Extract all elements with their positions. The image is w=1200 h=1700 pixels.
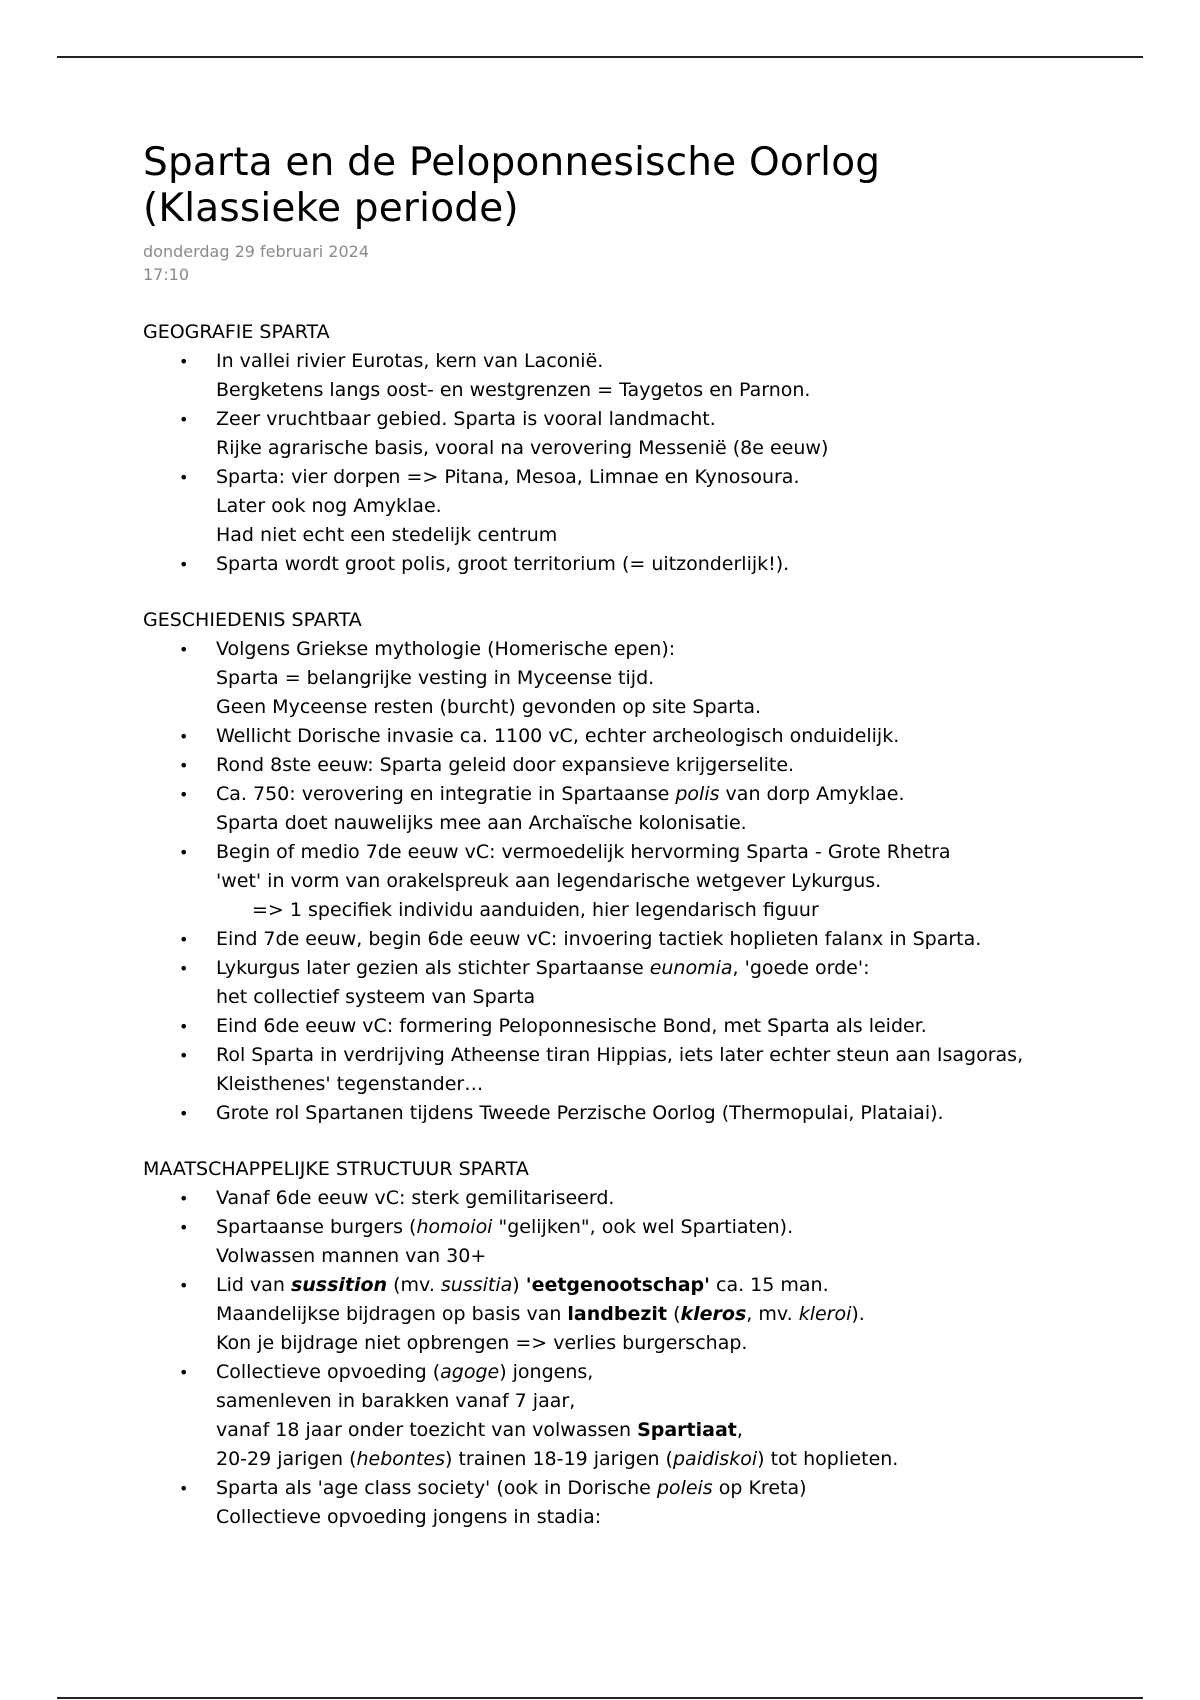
bullet-line: [216, 983, 1103, 1012]
text-segment: Later ook nog Amyklae.: [216, 495, 442, 517]
bullet-item: [143, 405, 1103, 463]
bullet-line: [216, 1184, 1103, 1213]
bullet-line: [216, 809, 1103, 838]
bullet-line: [216, 1329, 1103, 1358]
text-segment: ,: [736, 1419, 743, 1441]
bullet-line: [216, 780, 1103, 809]
bullet-line: [216, 838, 1103, 867]
bullet-line: [216, 925, 1103, 954]
bullet-line: [216, 463, 1103, 492]
bullet-item: [143, 550, 1103, 579]
emphasized-text: kleros: [680, 1303, 747, 1325]
bullet-list: [143, 347, 1103, 579]
section-heading: MAATSCHAPPELIJKE STRUCTUUR SPARTA: [143, 1158, 529, 1180]
bullet-line: [216, 1271, 1103, 1300]
text-segment: 'wet' in vorm van orakelspreuk aan legendarische wetgever Lykurgus.: [216, 870, 882, 892]
bullet-item: [143, 722, 1103, 751]
bullet-line: [216, 492, 1103, 521]
text-segment: Collectieve opvoeding jongens in stadia:: [216, 1506, 602, 1528]
text-segment: => 1 specifiek individu aanduiden, hier legendarisch figuur: [252, 899, 819, 921]
bullet-list: [143, 635, 1103, 1128]
text-segment: Sparta: vier dorpen => Pitana, Mesoa, Limnae en Kynosoura.: [216, 466, 800, 488]
bullet-line: [216, 347, 1103, 376]
bullet-line: [216, 1300, 1103, 1329]
page-title: [143, 140, 1103, 232]
emphasized-text: agoge: [440, 1361, 500, 1383]
emphasized-text: homoioi: [416, 1216, 493, 1238]
text-segment: Maandelijkse bijdragen op basis van: [216, 1303, 568, 1325]
emphasized-text: polis: [675, 783, 720, 805]
text-segment: Lykurgus later gezien als stichter Spartaanse: [216, 957, 650, 979]
bullet-line: [216, 1416, 1103, 1445]
text-segment: Ca. 750: verovering en integratie in Spartaanse: [216, 783, 676, 805]
text-segment: "gelijken", ook wel Spartiaten).: [492, 1216, 794, 1238]
text-segment: Sparta doet nauwelijks mee aan Archaïsche kolonisatie.: [216, 812, 747, 834]
text-segment: Collectieve opvoeding (: [216, 1361, 441, 1383]
text-segment: Sparta = belangrijke vesting in Myceense tijd.: [216, 667, 655, 689]
text-segment: ): [512, 1274, 526, 1296]
bullet-line: [216, 1012, 1103, 1041]
emphasized-text: poleis: [656, 1477, 713, 1499]
text-segment: het collectief systeem van Sparta: [216, 986, 536, 1008]
bullet-line: [216, 867, 1103, 896]
bullet-item: [143, 751, 1103, 780]
text-segment: (: [667, 1303, 681, 1325]
text-segment: Had niet echt een stedelijk centrum: [216, 524, 558, 546]
bullet-item: [143, 1099, 1103, 1128]
text-segment: Kon je bijdrage niet opbrengen => verlies burgerschap.: [216, 1332, 748, 1354]
bullet-line: [216, 722, 1103, 751]
text-segment: (mv.: [387, 1274, 441, 1296]
bullet-line: [216, 664, 1103, 693]
bullet-item: [143, 1012, 1103, 1041]
text-segment: Kleisthenes' tegenstander…: [216, 1073, 484, 1095]
text-segment: Rol Sparta in verdrijving Atheense tiran Hippias, iets later echter steun aan Isagoras,: [216, 1044, 1024, 1066]
text-segment: ca. 15 man.: [709, 1274, 829, 1296]
section: [143, 1155, 1103, 1532]
emphasized-text: kleroi: [798, 1303, 852, 1325]
bullet-line: [216, 693, 1103, 722]
emphasized-text: paidiskoi: [672, 1448, 758, 1470]
bullet-line: [216, 1387, 1103, 1416]
emphasized-text: sussition: [290, 1274, 388, 1296]
text-segment: Rijke agrarische basis, vooral na verovering Messenië (8e eeuw): [216, 437, 829, 459]
text-segment: Grote rol Spartanen tijdens Tweede Perzische Oorlog (Thermopulai, Plataiai).: [216, 1102, 944, 1124]
bullet-item: [143, 1213, 1103, 1271]
note-date: donderdag 29 februari 2024: [143, 242, 370, 261]
bullet-line: [216, 1070, 1103, 1099]
text-segment: van dorp Amyklae.: [719, 783, 905, 805]
emphasized-text: hebontes: [356, 1448, 446, 1470]
bullet-line: [216, 1474, 1103, 1503]
text-segment: samenleven in barakken vanaf 7 jaar,: [216, 1390, 576, 1412]
bullet-line: [216, 521, 1103, 550]
top-rule: [57, 56, 1143, 58]
bullet-line: [216, 1099, 1103, 1128]
emphasized-text: Spartiaat: [637, 1419, 737, 1441]
text-segment: ) trainen 18-19 jarigen (: [445, 1448, 673, 1470]
section-heading: GEOGRAFIE SPARTA: [143, 321, 330, 343]
emphasized-text: eunomia: [649, 957, 733, 979]
text-segment: Sparta wordt groot polis, groot territorium (= uitzonderlijk!).: [216, 553, 790, 575]
text-segment: Lid van: [216, 1274, 291, 1296]
bullet-line: [216, 550, 1103, 579]
bullet-item: [143, 1358, 1103, 1474]
section: [143, 606, 1103, 1128]
bullet-item: [143, 463, 1103, 550]
emphasized-text: sussitia: [440, 1274, 513, 1296]
bullet-line: [216, 1358, 1103, 1387]
text-segment: Geen Myceense resten (burcht) gevonden op site Sparta.: [216, 696, 762, 718]
bullet-item: [143, 1474, 1103, 1532]
note-time: 17:10: [143, 265, 190, 284]
bullet-item: [143, 954, 1103, 1012]
text-segment: Bergketens langs oost- en westgrenzen = Taygetos en Parnon.: [216, 379, 811, 401]
emphasized-text: landbezit: [567, 1303, 668, 1325]
text-segment: In vallei rivier Eurotas, kern van Laconië.: [216, 350, 604, 372]
bullet-line: [216, 1445, 1103, 1474]
bullet-item: [143, 347, 1103, 405]
text-segment: Vanaf 6de eeuw vC: sterk gemilitariseerd.: [216, 1187, 615, 1209]
text-segment: Eind 7de eeuw, begin 6de eeuw vC: invoering tactiek hoplieten falanx in Sparta.: [216, 928, 982, 950]
text-segment: Volgens Griekse mythologie (Homerische epen):: [216, 638, 676, 660]
bullet-line: [216, 896, 1103, 925]
bullet-item: [143, 925, 1103, 954]
bullet-line: [216, 954, 1103, 983]
text-segment: Sparta als 'age class society' (ook in Dorische: [216, 1477, 657, 1499]
text-segment: vanaf 18 jaar onder toezicht van volwassen: [216, 1419, 638, 1441]
text-segment: Rond 8ste eeuw: Sparta geleid door expansieve krijgerselite.: [216, 754, 795, 776]
text-segment: Volwassen mannen van 30+: [216, 1245, 487, 1267]
bullet-item: [143, 635, 1103, 722]
bullet-item: [143, 838, 1103, 925]
text-segment: op Kreta): [712, 1477, 807, 1499]
text-segment: Spartaanse burgers (: [216, 1216, 417, 1238]
title-line-2: (Klassieke periode): [143, 186, 519, 231]
text-segment: ).: [851, 1303, 865, 1325]
bottom-rule: [57, 1697, 1143, 1699]
text-segment: ) jongens,: [499, 1361, 594, 1383]
text-segment: 20-29 jarigen (: [216, 1448, 357, 1470]
document-body: [143, 140, 1103, 1532]
text-segment: Begin of medio 7de eeuw vC: vermoedelijk hervorming Sparta - Grote Rhetra: [216, 841, 951, 863]
bullet-line: [216, 405, 1103, 434]
emphasized-text: 'eetgenootschap': [525, 1274, 710, 1296]
bullet-line: [216, 1213, 1103, 1242]
sections-container: [143, 318, 1103, 1532]
bullet-line: [216, 1503, 1103, 1532]
bullet-item: [143, 1184, 1103, 1213]
section-heading: GESCHIEDENIS SPARTA: [143, 609, 362, 631]
bullet-item: [143, 1271, 1103, 1358]
bullet-line: [216, 376, 1103, 405]
bullet-line: [216, 434, 1103, 463]
text-segment: , 'goede orde':: [732, 957, 870, 979]
bullet-item: [143, 1041, 1103, 1099]
text-segment: , mv.: [746, 1303, 799, 1325]
title-line-1: Sparta en de Peloponnesische Oorlog: [143, 140, 881, 185]
section: [143, 318, 1103, 579]
bullet-item: [143, 780, 1103, 838]
text-segment: Eind 6de eeuw vC: formering Peloponnesische Bond, met Sparta als leider.: [216, 1015, 927, 1037]
text-segment: ) tot hoplieten.: [757, 1448, 899, 1470]
bullet-line: [216, 1242, 1103, 1271]
text-segment: Wellicht Dorische invasie ca. 1100 vC, echter archeologisch onduidelijk.: [216, 725, 900, 747]
bullet-line: [216, 751, 1103, 780]
bullet-line: [216, 635, 1103, 664]
text-segment: Zeer vruchtbaar gebied. Sparta is vooral landmacht.: [216, 408, 716, 430]
bullet-list: [143, 1184, 1103, 1532]
bullet-line: [216, 1041, 1103, 1070]
note-metadata: [143, 240, 1103, 286]
